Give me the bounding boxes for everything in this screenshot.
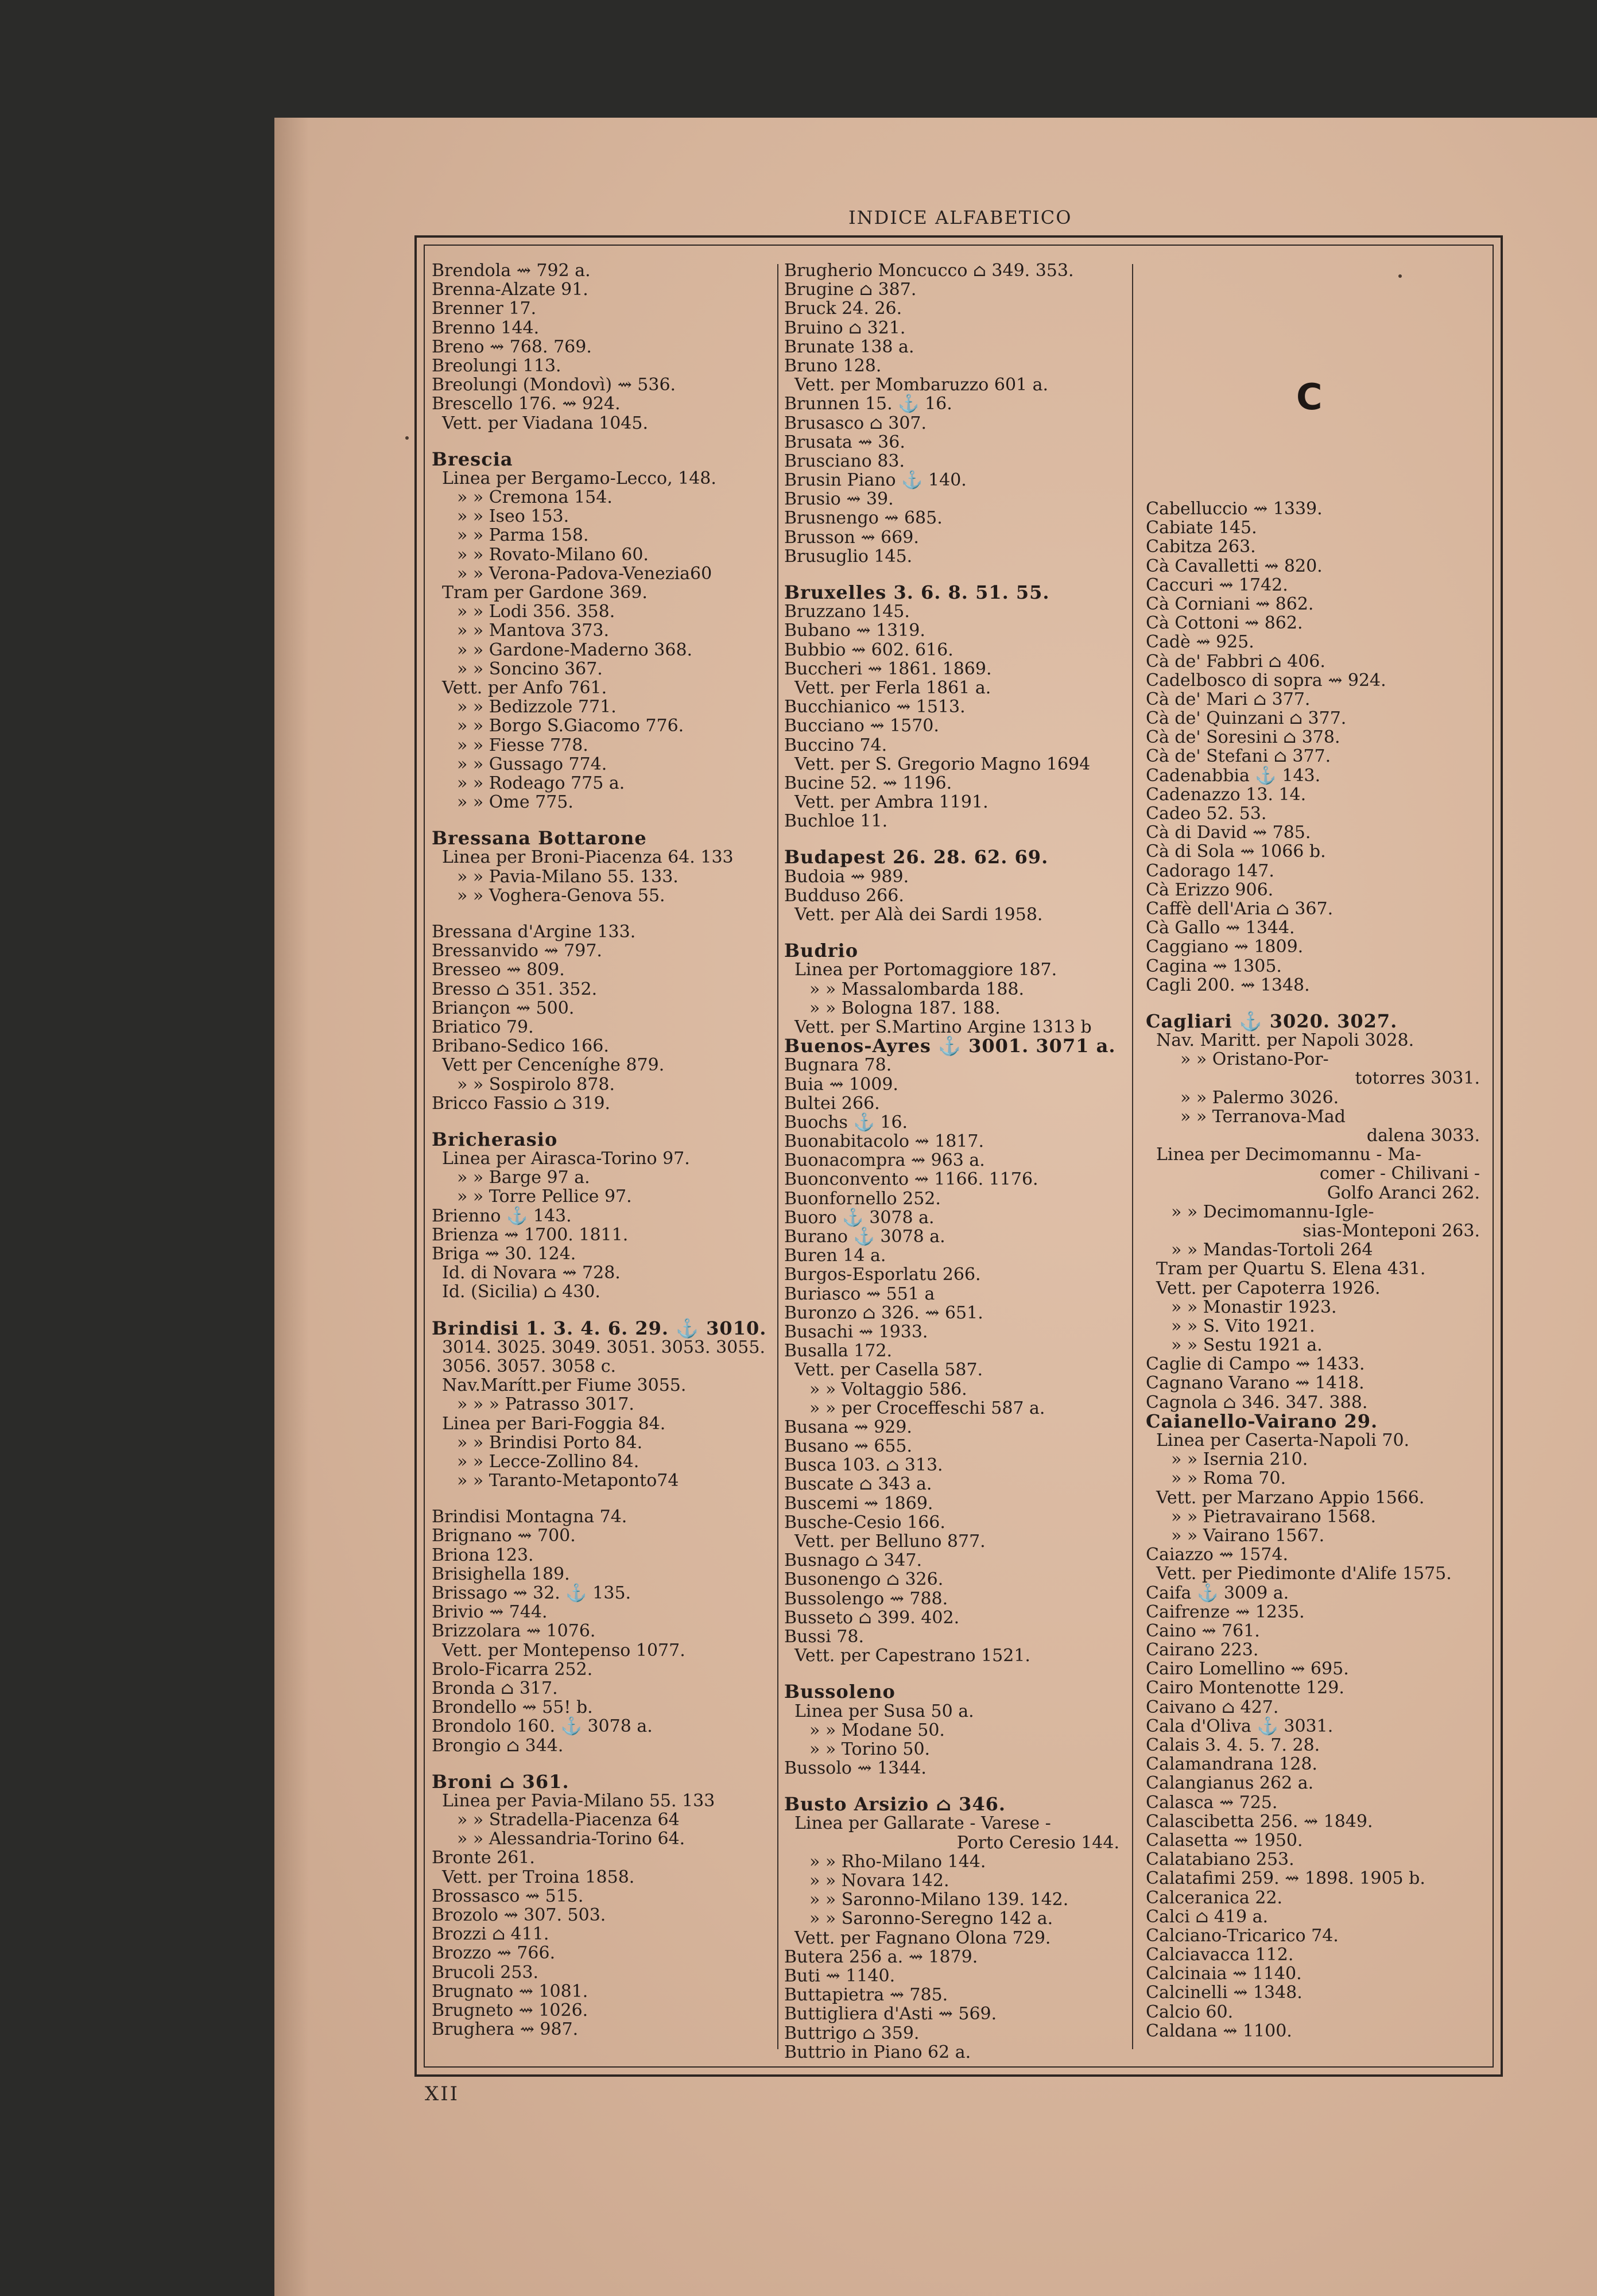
index-entry: Bronda ⌂ 317. — [432, 1678, 558, 1698]
index-heading: Bricherasio — [432, 1128, 558, 1150]
index-entry: Golfo Aranci 262. — [1327, 1182, 1480, 1203]
index-entry: Bronte 261. — [432, 1848, 535, 1868]
index-entry: » » per Croceffeschi 587 a. — [809, 1398, 1045, 1418]
index-entry: » » Ome 775. — [457, 792, 573, 813]
index-entry: Brignano ⇝ 700. — [432, 1526, 576, 1546]
index-entry: » » Taranto-Metaponto74 — [457, 1471, 679, 1491]
index-entry: » » Rovato-Milano 60. — [457, 544, 649, 565]
index-entry: Brenner 17. — [432, 298, 537, 319]
index-entry: Calamandrana 128. — [1146, 1754, 1317, 1775]
index-entry: Brondello ⇝ 55! b. — [432, 1697, 593, 1718]
index-entry: » » Lodi 356. 358. — [457, 602, 615, 622]
index-entry: Brenno 144. — [432, 317, 540, 338]
column-rule-1 — [777, 264, 778, 2049]
index-entry: » » Parma 158. — [457, 525, 589, 546]
index-entry: Vett. per Ferla 1861 a. — [794, 677, 991, 698]
index-entry: Busano ⇝ 655. — [784, 1436, 913, 1457]
index-entry: Bucine 52. ⇝ 1196. — [784, 773, 952, 793]
index-entry: Brusata ⇝ 36. — [784, 432, 905, 452]
index-entry: Cà de' Fabbri ⌂ 406. — [1146, 651, 1325, 672]
index-entry: Caglie di Campo ⇝ 1433. — [1146, 1354, 1365, 1375]
index-entry: » » Verona-Padova-Venezia60 — [457, 563, 712, 584]
index-entry: Vett per Cenceníghe 879. — [442, 1055, 665, 1076]
index-entry: » » Terranova-Mad — [1180, 1106, 1346, 1127]
index-entry: Cà de' Soresini ⌂ 378. — [1146, 727, 1340, 748]
index-entry: Vett. per Piedimonte d'Alife 1575. — [1156, 1564, 1452, 1584]
index-entry: Buren 14 a. — [784, 1246, 886, 1266]
index-entry: » » Saronno-Seregno 142 a. — [809, 1909, 1053, 1929]
index-entry: Cà Cottoni ⇝ 862. — [1146, 613, 1303, 634]
index-entry: Caccuri ⇝ 1742. — [1146, 575, 1288, 595]
index-entry: » » Vairano 1567. — [1171, 1525, 1325, 1546]
index-entry: Caivano ⌂ 427. — [1146, 1697, 1279, 1717]
index-entry: » » Bologna 187. 188. — [809, 998, 1001, 1018]
index-entry: Busachi ⇝ 1933. — [784, 1321, 928, 1342]
index-entry: Bricco Fassio ⌂ 319. — [432, 1093, 611, 1114]
index-entry: Id. di Novara ⇝ 728. — [442, 1263, 621, 1283]
index-entry: Vett. per Viadana 1045. — [442, 413, 649, 433]
index-entry: » » Iseo 153. — [457, 506, 569, 527]
index-entry: Buscemi ⇝ 1869. — [784, 1493, 933, 1514]
index-column-2 — [784, 261, 1124, 2062]
index-entry: Buccheri ⇝ 1861. 1869. — [784, 658, 992, 679]
index-entry: Breolungi 113. — [432, 355, 561, 376]
index-entry: Linea per Caserta-Napoli 70. — [1156, 1430, 1410, 1450]
index-entry: Calci ⌂ 419 a. — [1146, 1906, 1269, 1927]
index-entry: » » S. Vito 1921. — [1171, 1316, 1315, 1336]
index-entry: Brusciano 83. — [784, 451, 905, 471]
index-entry: Cairo Montenotte 129. — [1146, 1678, 1344, 1698]
index-entry: Vett. per Fagnano Olona 729. — [794, 1927, 1051, 1948]
index-entry: » » Palermo 3026. — [1180, 1087, 1339, 1108]
index-entry: Buccino 74. — [784, 735, 887, 755]
index-entry: Busche-Cesio 166. — [784, 1512, 945, 1533]
index-heading: Broni ⌂ 361. — [432, 1770, 569, 1793]
index-entry: Calcinaia ⇝ 1140. — [1146, 1964, 1302, 1984]
index-entry: Buttapietra ⇝ 785. — [784, 1985, 948, 2006]
index-entry: Briatico 79. — [432, 1017, 534, 1037]
index-entry: Vett. per S. Gregorio Magno 1694 — [794, 754, 1091, 774]
index-entry: Bruck 24. 26. — [784, 298, 902, 319]
index-heading: Cagliari ⚓ 3020. 3027. — [1146, 1010, 1398, 1032]
index-entry: Brizzolara ⇝ 1076. — [432, 1621, 596, 1642]
index-entry: Calatabiano 253. — [1146, 1849, 1294, 1870]
index-entry: Linea per Gallarate - Varese - — [794, 1813, 1051, 1834]
index-entry: Buscate ⌂ 343 a. — [784, 1474, 932, 1495]
index-entry: Briga ⇝ 30. 124. — [432, 1244, 576, 1264]
index-entry: Cagina ⇝ 1305. — [1146, 956, 1282, 976]
index-entry: Busnago ⌂ 347. — [784, 1550, 922, 1571]
index-entry: Brondolo 160. ⚓ 3078 a. — [432, 1716, 653, 1737]
index-entry: » » Rodeago 775 a. — [457, 773, 625, 793]
index-entry: Brugnato ⇝ 1081. — [432, 1981, 588, 2002]
index-entry: Brozzo ⇝ 766. — [432, 1943, 556, 1964]
index-entry: Vett. per Capoterra 1926. — [1156, 1278, 1381, 1298]
index-heading: Busto Arsizio ⌂ 346. — [784, 1793, 1006, 1816]
index-entry: Linea per Pavia-Milano 55. 133 — [442, 1790, 715, 1811]
index-entry: » » Lecce-Zollino 84. — [457, 1451, 639, 1472]
index-entry: Brossasco ⇝ 515. — [432, 1886, 584, 1906]
index-entry: Porto Ceresio 144. — [956, 1832, 1119, 1853]
index-entry: Bucchianico ⇝ 1513. — [784, 697, 966, 718]
index-entry: Cà de' Stefani ⌂ 377. — [1146, 746, 1331, 767]
index-entry: Brozzi ⌂ 411. — [432, 1924, 549, 1945]
index-entry: Bressana d'Argine 133. — [432, 922, 636, 942]
index-entry: Cà de' Mari ⌂ 377. — [1146, 689, 1311, 709]
index-entry: Bussolengo ⇝ 788. — [784, 1588, 948, 1609]
index-entry: dalena 3033. — [1366, 1126, 1480, 1146]
index-entry: » » Bedizzole 771. — [457, 697, 617, 718]
index-heading: Budapest 26. 28. 62. 69. — [784, 846, 1049, 868]
index-entry: Linea per Airasca-Torino 97. — [442, 1149, 690, 1169]
index-entry: Cabelluccio ⇝ 1339. — [1146, 499, 1323, 519]
index-heading: Bruxelles 3. 6. 8. 51. 55. — [784, 581, 1050, 603]
index-entry: Calangianus 262 a. — [1146, 1773, 1314, 1794]
index-entry: Brienza ⇝ 1700. 1811. — [432, 1224, 629, 1245]
index-entry: » » Saronno-Milano 139. 142. — [809, 1890, 1069, 1910]
index-entry: Brugneto ⇝ 1026. — [432, 2000, 588, 2020]
index-entry: Calcinelli ⇝ 1348. — [1146, 1983, 1303, 2003]
index-entry: Cairo Lomellino ⇝ 695. — [1146, 1659, 1349, 1680]
index-entry: Brendola ⇝ 792 a. — [432, 261, 591, 281]
index-entry: » » Sospirolo 878. — [457, 1074, 615, 1095]
index-entry: Caifrenze ⇝ 1235. — [1146, 1601, 1305, 1622]
index-entry: Buonconvento ⇝ 1166. 1176. — [784, 1169, 1038, 1190]
index-entry: » » Pietravairano 1568. — [1171, 1506, 1377, 1527]
index-entry: Brenna-Alzate 91. — [432, 280, 588, 300]
index-entry: Caldana ⇝ 1100. — [1146, 2020, 1292, 2041]
index-entry: Buia ⇝ 1009. — [784, 1074, 898, 1095]
index-entry: Busca 103. ⌂ 313. — [784, 1455, 943, 1476]
index-entry: Id. (Sicilia) ⌂ 430. — [442, 1282, 600, 1302]
index-entry: Brusasco ⌂ 307. — [784, 413, 927, 433]
index-entry: Linea per Bergamo-Lecco, 148. — [442, 468, 716, 488]
index-entry: Brunnen 15. ⚓ 16. — [784, 394, 952, 414]
index-entry: Calatafimi 259. ⇝ 1898. 1905 b. — [1146, 1868, 1425, 1889]
index-entry: Brongio ⌂ 344. — [432, 1735, 564, 1756]
index-entry: Vett. per Mombaruzzo 601 a. — [794, 375, 1049, 395]
section-letter: C — [1296, 376, 1323, 418]
index-heading: Brindisi 1. 3. 4. 6. 29. ⚓ 3010. — [432, 1317, 767, 1339]
index-entry: Cadeo 52. 53. — [1146, 804, 1267, 824]
index-entry: Budduso 266. — [784, 885, 904, 906]
index-entry: sias-Monteponi 263. — [1303, 1220, 1480, 1241]
index-entry: Buttrigo ⌂ 359. — [784, 2023, 920, 2043]
index-entry: Linea per Bari-Foggia 84. — [442, 1413, 666, 1434]
index-entry: » » Novara 142. — [809, 1871, 949, 1891]
index-entry: » » Torre Pellice 97. — [457, 1186, 632, 1207]
index-entry: Buochs ⚓ 16. — [784, 1112, 908, 1133]
index-entry: Linea per Susa 50 a. — [794, 1701, 974, 1721]
index-entry: » » Borgo S.Giacomo 776. — [457, 716, 684, 736]
index-entry: » » Isernia 210. — [1171, 1449, 1308, 1470]
index-entry: Bribano-Sedico 166. — [432, 1036, 609, 1057]
index-entry: Brienno ⚓ 143. — [432, 1205, 572, 1226]
index-entry: totorres 3031. — [1355, 1068, 1480, 1089]
index-entry: Bussi 78. — [784, 1626, 864, 1647]
index-entry: Cà Erizzo 906. — [1146, 879, 1274, 900]
index-entry: Brisighella 189. — [432, 1564, 570, 1584]
index-entry: Buti ⇝ 1140. — [784, 1965, 896, 1986]
index-entry: Brescello 176. ⇝ 924. — [432, 394, 621, 414]
index-entry: Buoro ⚓ 3078 a. — [784, 1207, 935, 1228]
index-heading: Budrio — [784, 940, 859, 962]
index-entry: Brolo-Ficarra 252. — [432, 1659, 593, 1680]
index-entry: 3056. 3057. 3058 c. — [442, 1356, 617, 1376]
index-entry: » » Massalombarda 188. — [809, 979, 1025, 999]
index-entry: » » Fiesse 778. — [457, 735, 588, 755]
index-entry: Briançon ⇝ 500. — [432, 998, 575, 1018]
index-entry: Burgos-Esporlatu 266. — [784, 1265, 981, 1285]
index-entry: Vett. per Belluno 877. — [794, 1531, 986, 1552]
index-entry: Bressanvido ⇝ 797. — [432, 941, 602, 961]
index-entry: Calciano-Tricarico 74. — [1146, 1925, 1339, 1946]
index-entry: Buonacompra ⇝ 963 a. — [784, 1150, 985, 1171]
index-entry: Cà di Sola ⇝ 1066 b. — [1146, 841, 1326, 862]
index-entry: Cà Corniani ⇝ 862. — [1146, 594, 1314, 614]
column-rule-2 — [1132, 264, 1133, 2049]
index-entry: Buriasco ⇝ 551 a — [784, 1283, 935, 1304]
index-entry: Cadenabbia ⚓ 143. — [1146, 765, 1321, 786]
index-entry: Caifa ⚓ 3009 a. — [1146, 1583, 1289, 1603]
index-entry: Caggiano ⇝ 1809. — [1146, 937, 1304, 957]
index-entry: Tram per Gardone 369. — [442, 583, 648, 603]
index-heading: Caianello-Vairano 29. — [1146, 1410, 1378, 1432]
index-entry: Brindisi Montagna 74. — [432, 1507, 627, 1527]
index-entry: Caino ⇝ 761. — [1146, 1620, 1260, 1641]
index-entry: Brusson ⇝ 669. — [784, 527, 919, 548]
index-entry: Buonabitacolo ⇝ 1817. — [784, 1131, 984, 1152]
index-entry: Busana ⇝ 929. — [784, 1417, 912, 1437]
index-entry: » » Sestu 1921 a. — [1171, 1335, 1323, 1356]
index-entry: Calasetta ⇝ 1950. — [1146, 1830, 1303, 1851]
index-entry: Calciavacca 112. — [1146, 1945, 1294, 1965]
index-entry: Cà di David ⇝ 785. — [1146, 823, 1311, 843]
index-entry: Burano ⚓ 3078 a. — [784, 1227, 945, 1247]
index-entry: Cabiate 145. — [1146, 518, 1257, 538]
index-entry: Cà Gallo ⇝ 1344. — [1146, 918, 1295, 938]
index-entry: Cadè ⇝ 925. — [1146, 632, 1254, 653]
index-entry: Brusio ⇝ 39. — [784, 489, 894, 510]
index-entry: » » Gussago 774. — [457, 754, 607, 774]
index-entry: Cà de' Quinzani ⌂ 377. — [1146, 708, 1347, 729]
index-entry: Busalla 172. — [784, 1341, 893, 1362]
index-entry: Vett. per Troina 1858. — [442, 1867, 635, 1887]
index-entry: Calasca ⇝ 725. — [1146, 1792, 1278, 1813]
index-entry: Bubbio ⇝ 602. 616. — [784, 639, 953, 660]
index-entry: Nav. Maritt. per Napoli 3028. — [1156, 1030, 1414, 1051]
page-header: INDICE ALFABETICO — [848, 207, 1072, 228]
index-entry: Linea per Decimomannu - Ma- — [1156, 1145, 1421, 1165]
index-entry: Buttigliera d'Asti ⇝ 569. — [784, 2004, 997, 2024]
index-entry: Tram per Quartu S. Elena 431. — [1156, 1259, 1426, 1279]
index-entry: Cadelbosco di sopra ⇝ 924. — [1146, 670, 1386, 691]
index-entry: Budoia ⇝ 989. — [784, 866, 909, 887]
index-entry: Caiazzo ⇝ 1574. — [1146, 1545, 1289, 1565]
index-entry: Brusnengo ⇝ 685. — [784, 508, 943, 529]
index-entry: Bugnara 78. — [784, 1055, 892, 1076]
index-entry: » » Voghera-Genova 55. — [457, 885, 665, 906]
index-entry: » » Mantova 373. — [457, 620, 609, 641]
index-entry: » » » Patrasso 3017. — [457, 1394, 634, 1415]
index-entry: Brusin Piano ⚓ 140. — [784, 470, 967, 491]
index-entry: Vett. per Capestrano 1521. — [794, 1646, 1030, 1666]
index-entry: Bresso ⌂ 351. 352. — [432, 979, 598, 999]
index-entry: Cadenazzo 13. 14. — [1146, 784, 1307, 805]
index-heading: Bressana Bottarone — [432, 827, 647, 850]
index-entry: » » Torino 50. — [809, 1739, 931, 1759]
page-number: XII — [425, 2082, 460, 2105]
index-entry: » » Pavia-Milano 55. 133. — [457, 866, 679, 887]
index-entry: Caffè dell'Aria ⌂ 367. — [1146, 898, 1334, 919]
index-entry: Breolungi (Mondovì) ⇝ 536. — [432, 375, 676, 395]
index-entry: Buronzo ⌂ 326. ⇝ 651. — [784, 1302, 983, 1323]
index-entry: » » Decimomannu-Igle- — [1171, 1201, 1374, 1222]
index-column-1 — [432, 261, 770, 2039]
index-entry: Buttrio in Piano 62 a. — [784, 2042, 971, 2062]
index-entry: comer - Chilivani - — [1319, 1163, 1480, 1184]
index-entry: Bubano ⇝ 1319. — [784, 620, 925, 641]
index-entry: Breno ⇝ 768. 769. — [432, 336, 592, 357]
index-entry: Linea per Portomaggiore 187. — [794, 960, 1057, 980]
index-entry: Vett. per Casella 587. — [794, 1360, 983, 1380]
index-entry: Cairano 223. — [1146, 1640, 1259, 1661]
index-entry: » » Stradella-Piacenza 64 — [457, 1810, 680, 1830]
index-heading: Bussoleno — [784, 1681, 896, 1703]
index-entry: » » Barge 97 a. — [457, 1168, 590, 1188]
index-entry: Vett. per Ambra 1191. — [794, 792, 989, 813]
index-entry: » » Soncino 367. — [457, 658, 603, 679]
index-entry: Calceranica 22. — [1146, 1887, 1283, 1908]
index-entry: Cabitza 263. — [1146, 537, 1256, 557]
index-entry: » » Monastir 1923. — [1171, 1297, 1337, 1317]
index-entry: Bussolo ⇝ 1344. — [784, 1758, 927, 1779]
index-entry: Calcio 60. — [1146, 2002, 1234, 2022]
index-entry: Nav.Marítt.per Fiume 3055. — [442, 1375, 687, 1396]
index-entry: 3014. 3025. 3049. 3051. 3053. 3055. — [442, 1337, 765, 1358]
index-entry: » » Gardone-Maderno 368. — [457, 639, 693, 660]
index-entry: » » Brindisi Porto 84. — [457, 1432, 643, 1453]
index-entry: » » Roma 70. — [1171, 1468, 1286, 1489]
index-entry: Bresseo ⇝ 809. — [432, 960, 565, 980]
index-entry: Bucciano ⇝ 1570. — [784, 716, 939, 736]
index-entry: » » Mandas-Tortoli 264 — [1171, 1240, 1373, 1261]
index-entry: Bruzzano 145. — [784, 602, 910, 622]
page-binding-shadow — [274, 118, 309, 2296]
index-entry: Brucoli 253. — [432, 1962, 539, 1983]
index-entry: » » Oristano-Por- — [1180, 1049, 1329, 1070]
index-entry: Brugherio Moncucco ⌂ 349. 353. — [784, 261, 1074, 281]
index-entry: Vett. per S.Martino Argine 1313 b — [794, 1017, 1092, 1037]
index-heading: Brescia — [432, 448, 513, 470]
index-entry: Cagnola ⌂ 346. 347. 388. — [1146, 1392, 1368, 1413]
index-entry: Vett. per Anfo 761. — [442, 677, 607, 698]
paper-speck — [1398, 274, 1402, 278]
index-entry: Buonfornello 252. — [784, 1188, 941, 1209]
index-entry: Busonengo ⌂ 326. — [784, 1569, 944, 1590]
index-entry: Brughera ⇝ 987. — [432, 2019, 579, 2040]
index-entry: Brozolo ⇝ 307. 503. — [432, 1905, 606, 1925]
index-heading: Buenos-Ayres ⚓ 3001. 3071 a. — [784, 1035, 1116, 1057]
index-entry: Bruno 128. — [784, 355, 882, 376]
index-entry: » » Rho-Milano 144. — [809, 1851, 986, 1872]
index-entry: » » Alessandria-Torino 64. — [457, 1829, 685, 1849]
index-entry: Calascibetta 256. ⇝ 1849. — [1146, 1811, 1373, 1832]
index-entry: Linea per Broni-Piacenza 64. 133 — [442, 847, 734, 868]
index-entry: Cagnano Varano ⇝ 1418. — [1146, 1373, 1365, 1394]
index-entry: Cà Cavalletti ⇝ 820. — [1146, 556, 1323, 576]
index-entry: Busseto ⌂ 399. 402. — [784, 1607, 960, 1628]
index-entry: Buchloe 11. — [784, 811, 888, 832]
paper-speck — [405, 436, 409, 440]
index-column-3 — [1146, 499, 1484, 2041]
index-entry: Cadorago 147. — [1146, 860, 1274, 881]
index-entry: Vett. per Marzano Appio 1566. — [1156, 1487, 1425, 1508]
index-entry: Calais 3. 4. 5. 7. 28. — [1146, 1735, 1320, 1755]
index-entry: Brugine ⌂ 387. — [784, 280, 917, 300]
index-entry: Cagli 200. ⇝ 1348. — [1146, 975, 1310, 995]
index-entry: Brissago ⇝ 32. ⚓ 135. — [432, 1583, 631, 1603]
index-entry: Brunate 138 a. — [784, 336, 914, 357]
index-entry: » » Modane 50. — [809, 1720, 945, 1740]
index-entry: Cala d'Oliva ⚓ 3031. — [1146, 1716, 1334, 1736]
index-entry: Vett. per Alà dei Sardi 1958. — [794, 905, 1043, 925]
index-entry: Bruino ⌂ 321. — [784, 317, 906, 338]
index-entry: » » Voltaggio 586. — [809, 1379, 967, 1399]
index-entry: Briona 123. — [432, 1545, 534, 1565]
index-entry: Vett. per Montepenso 1077. — [442, 1640, 685, 1661]
index-entry: Brivio ⇝ 744. — [432, 1602, 548, 1623]
index-entry: » » Cremona 154. — [457, 487, 613, 508]
index-entry: Brusuglio 145. — [784, 546, 913, 567]
index-entry: Bultei 266. — [784, 1093, 880, 1114]
index-entry: Butera 256 a. ⇝ 1879. — [784, 1946, 978, 1967]
